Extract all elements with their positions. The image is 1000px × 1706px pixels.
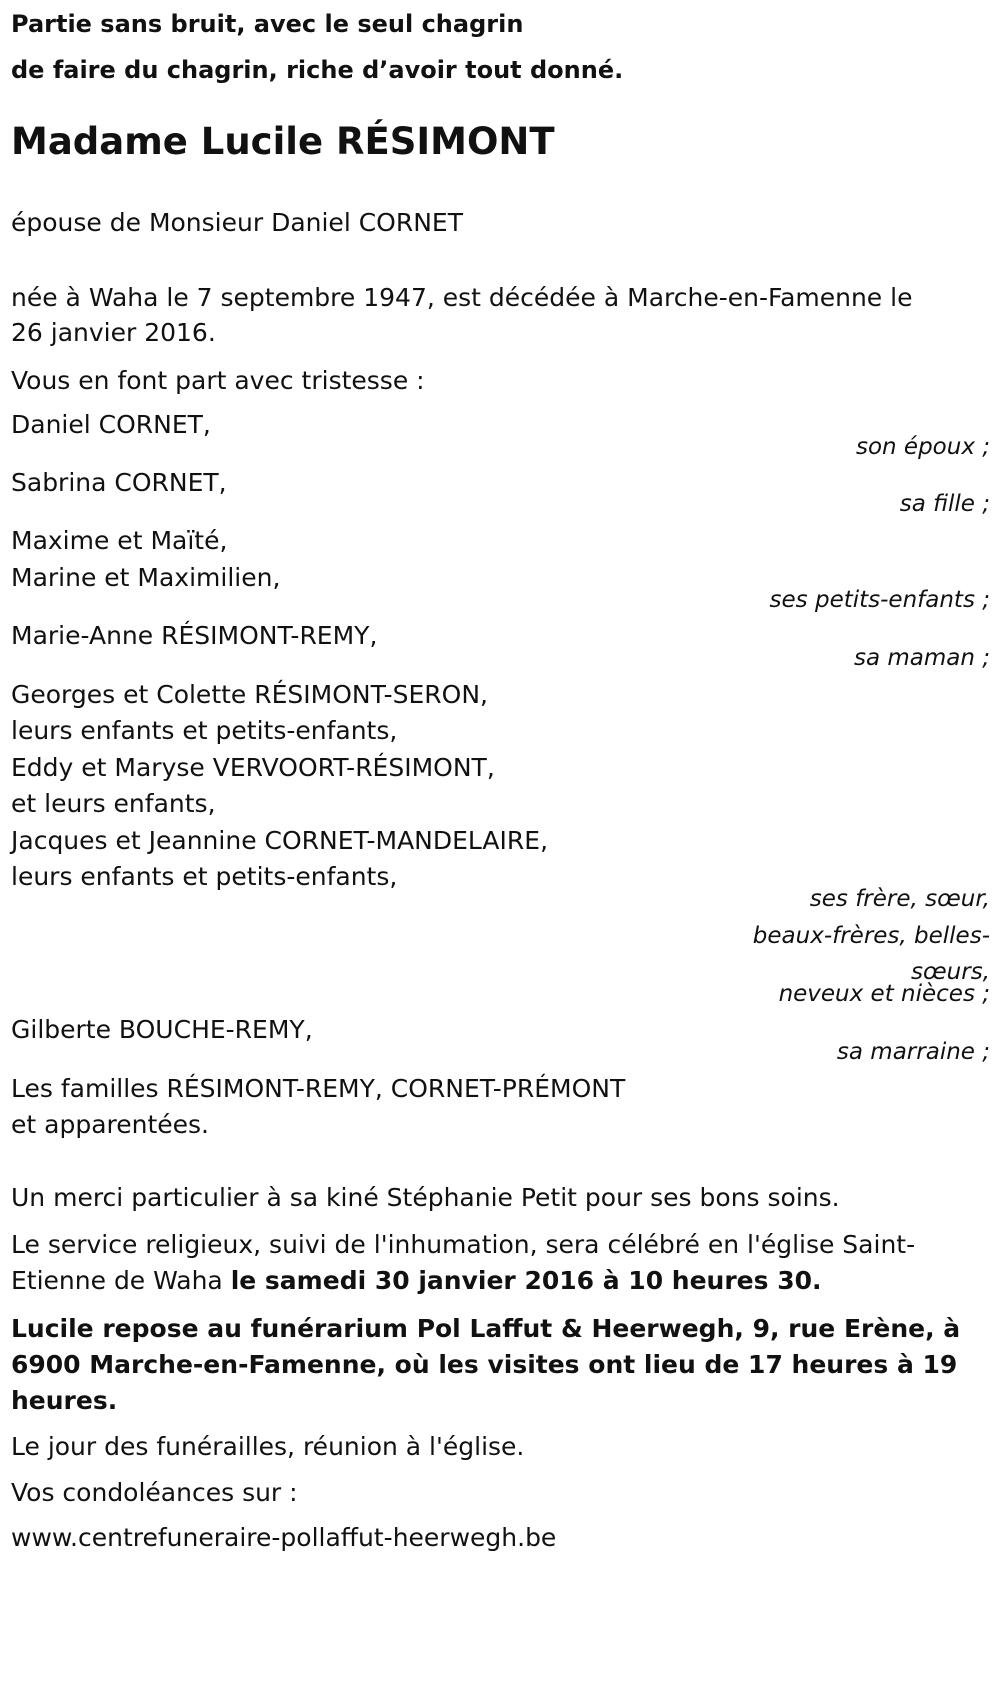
funerarium-line-1: Lucile repose au funérarium Pol Laffut & Heerwegh, 9, rue Erène, à	[11, 1314, 961, 1343]
service-line-1: Le service religieux, suivi de l'inhumation, sera célébré en l'église Saint-	[11, 1230, 916, 1259]
funerarium-line-2: 6900 Marche-en-Famenne, où les visites ont lieu de 17 heures à 19	[11, 1350, 958, 1379]
family-relation: sa marraine ;	[836, 1039, 990, 1065]
family-name: Les familles RÉSIMONT-REMY, CORNET-PRÉMONT	[11, 1074, 626, 1103]
family-name: Jacques et Jeannine CORNET-MANDELAIRE,	[11, 826, 549, 855]
family-name: Sabrina CORNET,	[11, 468, 227, 497]
meeting-line: Le jour des funérailles, réunion à l'église.	[11, 1432, 525, 1461]
funerarium-line-3: heures.	[11, 1386, 118, 1415]
condolences-website: www.centrefuneraire-pollaffut-heerwegh.be	[11, 1523, 557, 1552]
family-relation: neveux et nièces ;	[778, 981, 990, 1007]
birth-death-line-1: née à Waha le 7 septembre 1947, est décédée à Marche-en-Famenne le	[11, 283, 913, 312]
family-relation: sœurs,	[911, 959, 990, 985]
service-datetime: le samedi 30 janvier 2016 à 10 heures 30.	[230, 1266, 822, 1295]
family-relation: ses frère, sœur,	[809, 886, 990, 912]
family-name: leurs enfants et petits-enfants,	[11, 716, 398, 745]
service-location: Etienne de Waha	[11, 1266, 231, 1295]
family-relation: beaux-frères, belles-	[752, 923, 990, 949]
service-line-2	[11, 1261, 822, 1301]
deceased-name: Madame Lucile RÉSIMONT	[11, 120, 555, 163]
family-name: et leurs enfants,	[11, 789, 216, 818]
family-name: Daniel CORNET,	[11, 410, 211, 439]
family-name: leurs enfants et petits-enfants,	[11, 862, 398, 891]
family-relation: son époux ;	[855, 434, 990, 460]
condolences-label: Vos condoléances sur :	[11, 1478, 298, 1507]
epigraph-line-2: de faire du chagrin, riche d’avoir tout donné.	[11, 56, 624, 84]
announcement: Vous en font part avec tristesse :	[11, 366, 425, 395]
epigraph-line-1: Partie sans bruit, avec le seul chagrin	[11, 10, 524, 38]
family-name: et apparentées.	[11, 1110, 209, 1139]
family-name: Marie-Anne RÉSIMONT-REMY,	[11, 621, 378, 650]
birth-death-line-2: 26 janvier 2016.	[11, 318, 216, 347]
family-name: Georges et Colette RÉSIMONT-SERON,	[11, 680, 488, 709]
family-relation: ses petits-enfants ;	[769, 587, 990, 613]
family-relation: sa maman ;	[853, 645, 990, 671]
thanks-line: Un merci particulier à sa kiné Stéphanie Petit pour ses bons soins.	[11, 1183, 840, 1212]
family-name: Marine et Maximilien,	[11, 563, 281, 592]
family-name: Maxime et Maïté,	[11, 526, 228, 555]
family-relation: sa fille ;	[899, 491, 990, 517]
family-name: Gilberte BOUCHE-REMY,	[11, 1015, 313, 1044]
spouse-line: épouse de Monsieur Daniel CORNET	[11, 208, 463, 237]
family-name: Eddy et Maryse VERVOORT-RÉSIMONT,	[11, 753, 495, 782]
